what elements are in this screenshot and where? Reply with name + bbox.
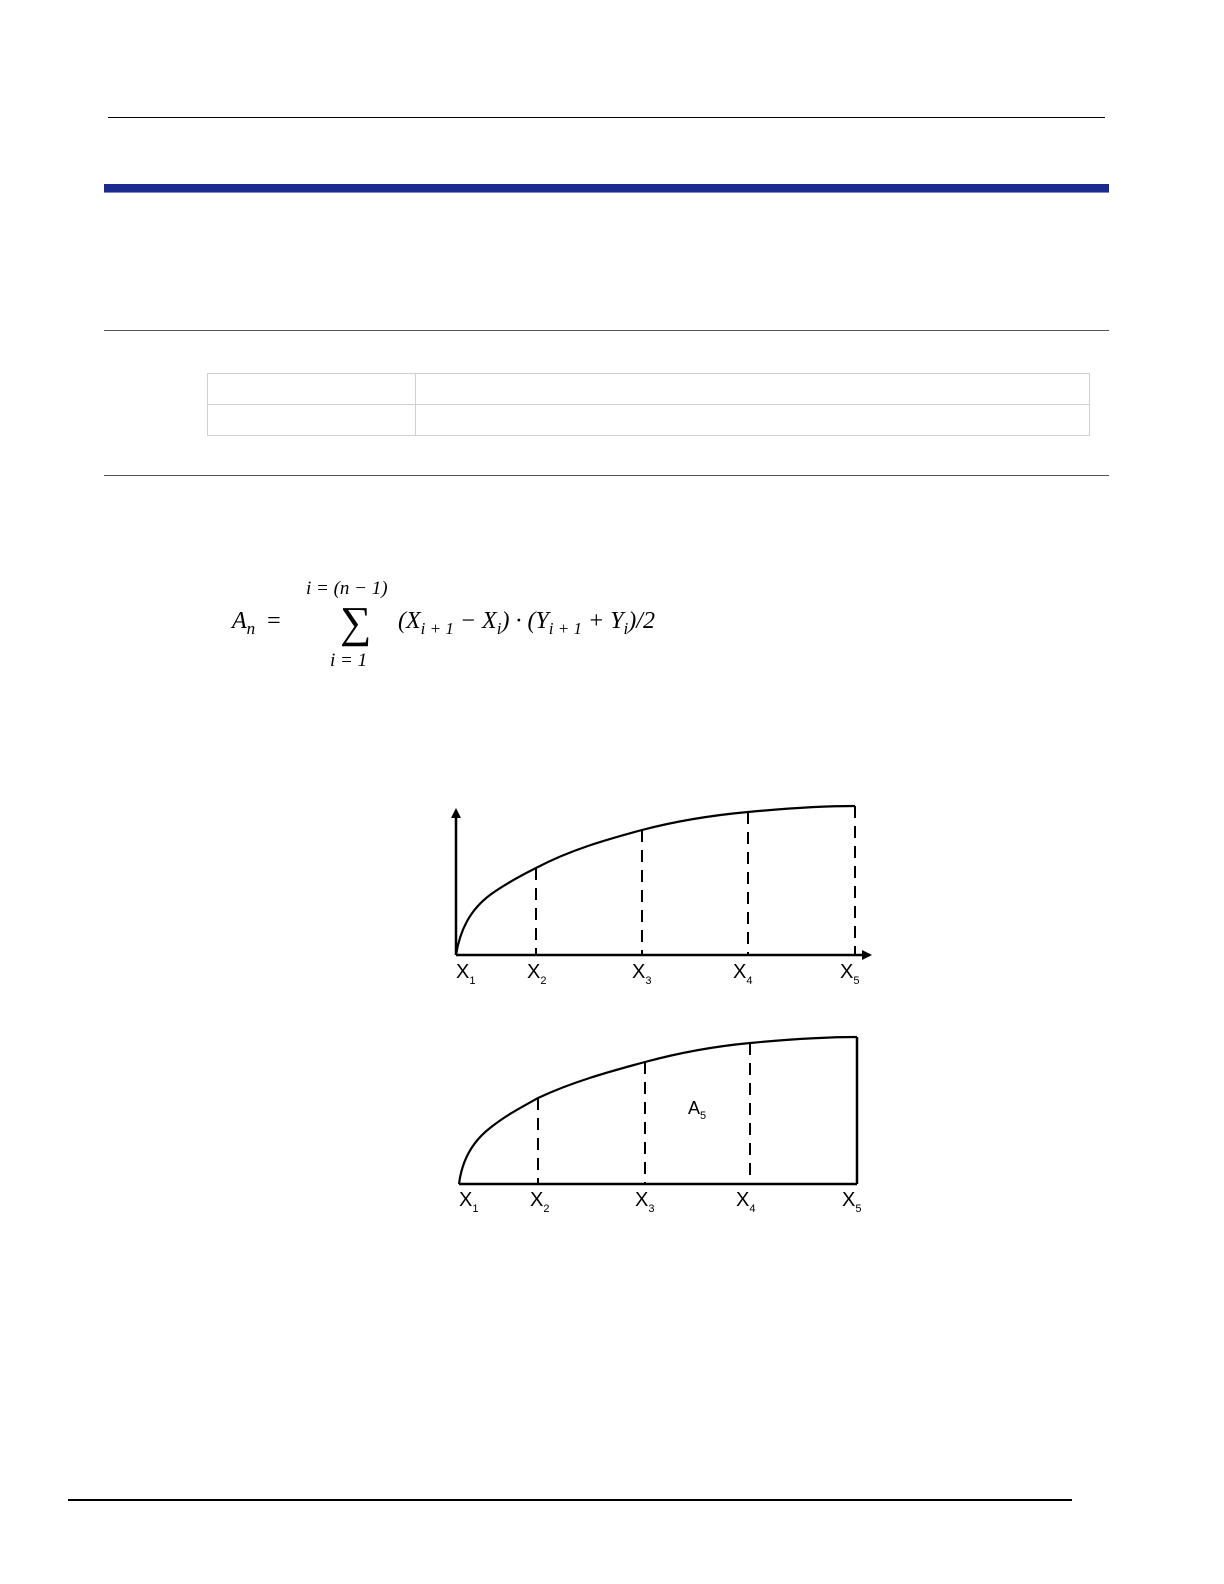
formula-lhs-sub: n — [246, 618, 256, 638]
formula-term: (X — [398, 608, 421, 634]
formula-term: )/2 — [628, 608, 655, 634]
figure-top — [456, 806, 870, 987]
axis-label-x1: $X_1$ — [456, 961, 476, 987]
formula-sub: i + 1 — [420, 618, 454, 638]
axis-label-x3: $X_3$ — [632, 961, 652, 987]
axis-label-x5: $X_5$ — [842, 1189, 862, 1215]
area-label: $A_5$ — [688, 1098, 707, 1122]
axis-label-x3: $X_3$ — [635, 1189, 655, 1215]
formula-term: + Y — [582, 608, 624, 634]
formula-term: ) · (Y — [501, 608, 549, 634]
formula-sub: i — [496, 618, 502, 638]
formula-sum-symbol: ∑ — [340, 598, 372, 647]
axis-label-x1: $X_1$ — [459, 1189, 479, 1215]
axis-label-x4: $X_4$ — [733, 961, 753, 987]
formula-upper-limit: i = (n − 1) — [306, 578, 388, 599]
formula-lower-limit: i = 1 — [330, 650, 368, 671]
axis-label-x2: $X_2$ — [527, 961, 547, 987]
curve — [459, 1037, 857, 1184]
axis-label-x5: $X_5$ — [840, 961, 860, 987]
formula-term: − X — [453, 608, 497, 634]
formula-lhs-symbol: A — [232, 608, 247, 634]
curve — [456, 806, 855, 955]
formula-sub: i — [623, 618, 629, 638]
figure-bottom — [459, 1037, 861, 1215]
axis-label-x4: $X_4$ — [736, 1189, 756, 1215]
formula-sub: i + 1 — [548, 618, 582, 638]
axis-label-x2: $X_2$ — [530, 1189, 550, 1215]
formula-equals: = — [267, 608, 281, 634]
